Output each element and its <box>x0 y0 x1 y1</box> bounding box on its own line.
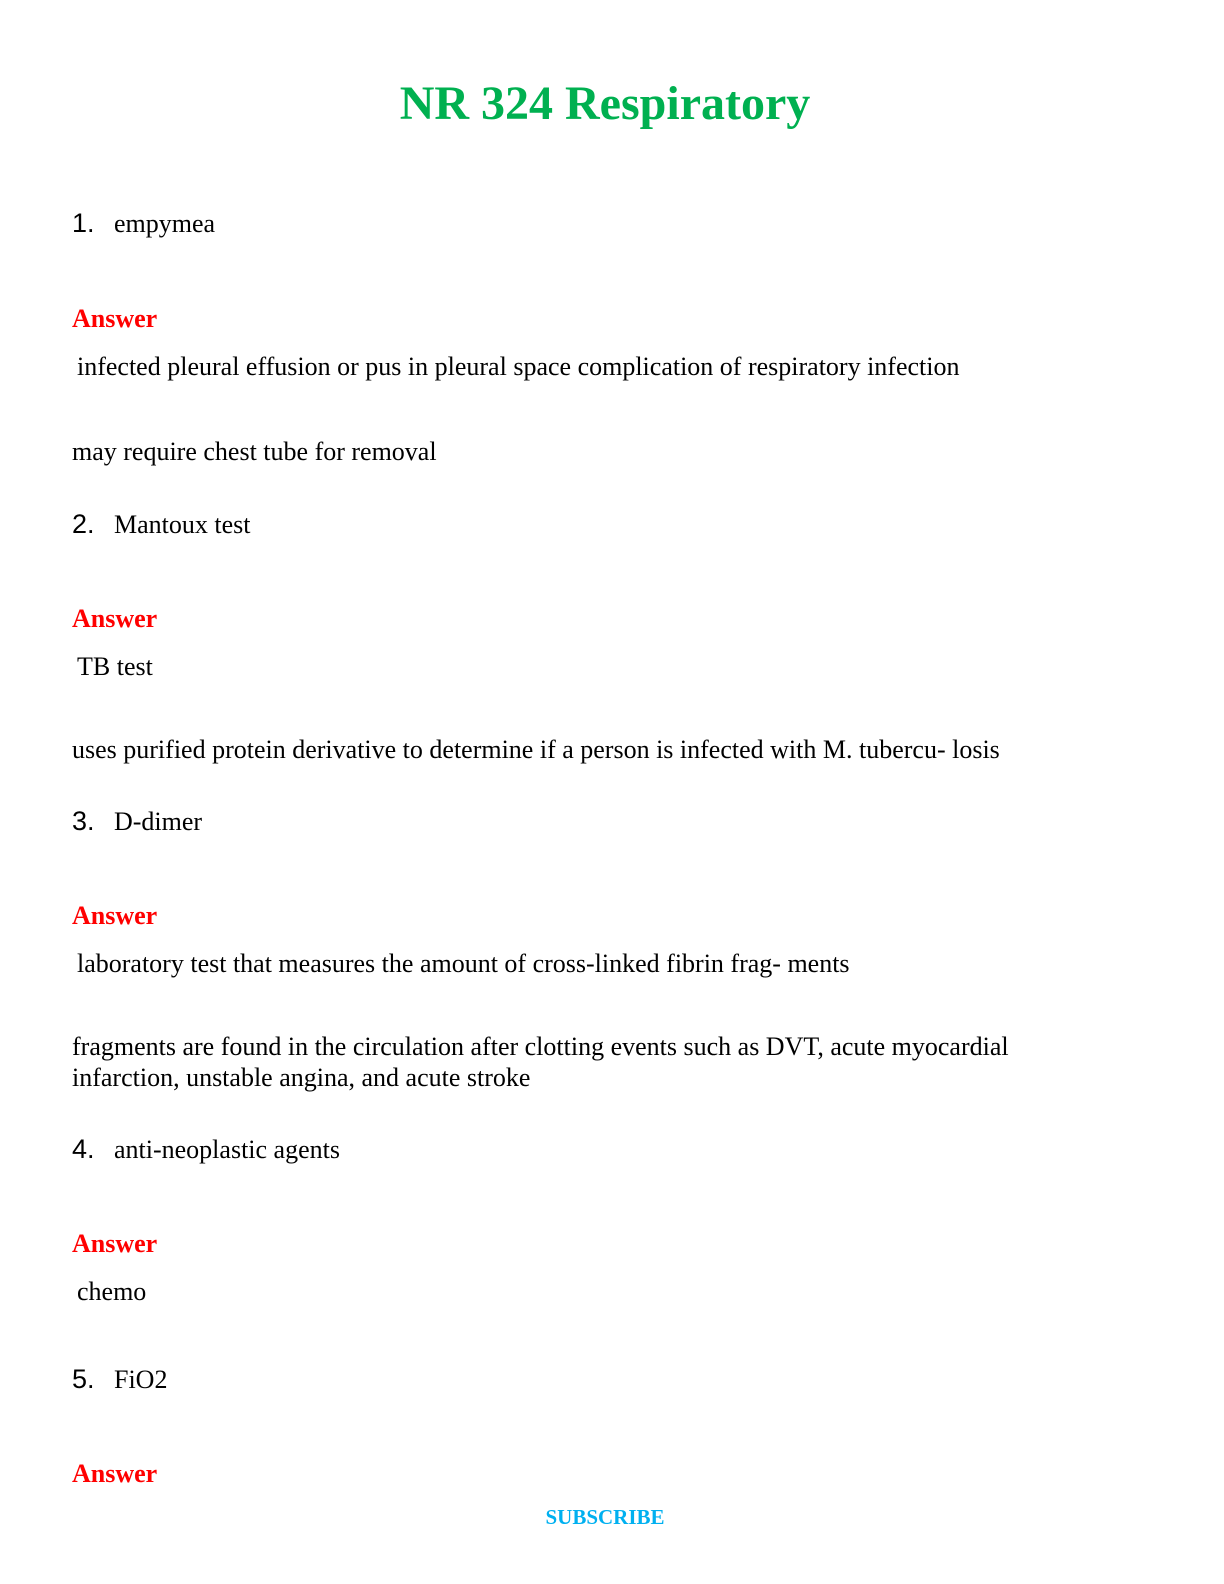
answer-text: laboratory test that measures the amount of cross-linked fibrin frag- ments <box>77 949 850 978</box>
question-number: 1. <box>72 208 95 238</box>
question-2 <box>72 508 251 541</box>
subscribe-link[interactable]: SUBSCRIBE <box>545 1505 665 1529</box>
document-title: NR 324 Respiratory <box>399 77 811 130</box>
answer-label: Answer <box>72 901 158 930</box>
answer-text: TB test <box>77 652 153 681</box>
question-term: Mantoux test <box>114 510 251 539</box>
question-4 <box>72 1133 340 1166</box>
question-number: 4. <box>72 1134 95 1164</box>
answer-note: uses purified protein derivative to determine if a person is infected with M. tubercu- losis <box>72 735 1000 764</box>
answer-text: infected pleural effusion or pus in pleural space complication of respiratory infection <box>77 352 960 381</box>
question-1 <box>72 207 215 240</box>
answer-label: Answer <box>72 304 158 333</box>
question-term: FiO2 <box>114 1365 168 1394</box>
answer-label: Answer <box>72 1229 158 1258</box>
answer-text: chemo <box>77 1277 147 1306</box>
question-number: 2. <box>72 509 95 539</box>
answer-label: Answer <box>72 1459 158 1488</box>
question-term: anti-neoplastic agents <box>114 1135 340 1164</box>
answer-note: fragments are found in the circulation after clotting events such as DVT, acute myocardial infarction, unstable angina, and acute stroke <box>72 1032 1009 1092</box>
question-3 <box>72 805 202 838</box>
question-number: 3. <box>72 806 95 836</box>
question-number: 5. <box>72 1364 95 1394</box>
question-term: empymea <box>114 209 216 238</box>
question-5 <box>72 1363 167 1396</box>
answer-note: may require chest tube for removal <box>72 437 437 466</box>
question-term: D-dimer <box>114 807 203 836</box>
answer-label: Answer <box>72 604 158 633</box>
